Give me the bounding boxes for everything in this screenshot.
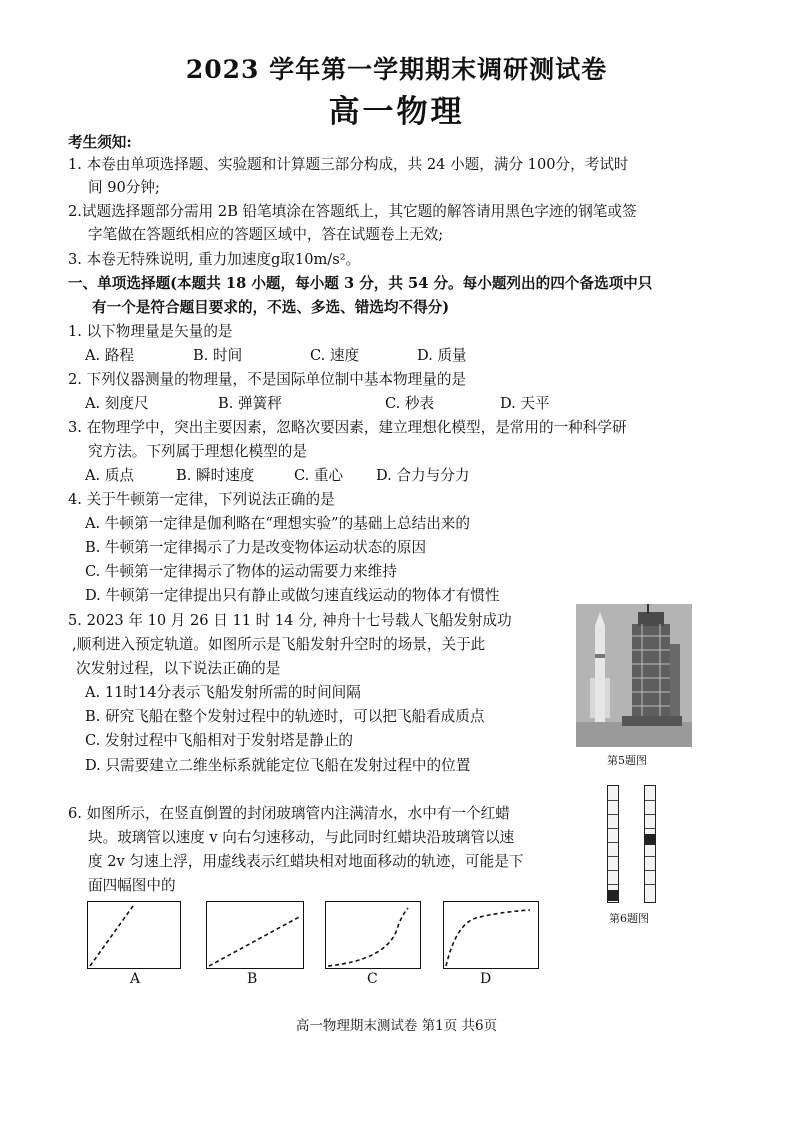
section1-heading-line1: 一、单项选择题(本题共 18 小题，每小题 3 分，共 54 分。每小题列出的四个备选项中只 bbox=[68, 275, 653, 292]
q5-option-a: A. 11时14分表示飞船发射所需的时间间隔 bbox=[85, 684, 361, 701]
q6-label-b: B bbox=[247, 971, 258, 987]
q3-option-a: A. 质点 bbox=[85, 467, 135, 484]
q1-option-a: A. 路程 bbox=[85, 347, 135, 364]
q1-option-d: D. 质量 bbox=[417, 347, 467, 364]
trajectory-c bbox=[328, 908, 408, 966]
q5-stem-line2: ,顺利进入预定轨道。如图所示是飞船发射升空时的场景，关于此 bbox=[72, 636, 486, 653]
q2-stem: 2. 下列仪器测量的物理量，不是国际单位制中基本物理量的是 bbox=[68, 371, 467, 388]
q5-figure-caption: 第5题图 bbox=[607, 754, 647, 767]
q4-option-a: A. 牛顿第一定律是伽利略在“理想实验”的基础上总结出来的 bbox=[85, 515, 470, 532]
notice-item-2-line2: 字笔做在答题纸相应的答题区域中，答在试题卷上无效; bbox=[88, 226, 444, 243]
section1-heading-line2: 有一个是符合题目要求的，不选、多选、错选均不得分) bbox=[92, 299, 450, 316]
q3-option-c: C. 重心 bbox=[294, 467, 344, 484]
q6-figure-a bbox=[87, 901, 181, 969]
q6-stem-line4: 面四幅图中的 bbox=[88, 877, 176, 894]
q6-label-c: C bbox=[367, 971, 378, 987]
trajectory-a bbox=[90, 906, 133, 966]
notice-item-3: 3. 本卷无特殊说明, 重力加速度g取10m/s²。 bbox=[68, 251, 361, 268]
q4-option-b: B. 牛顿第一定律揭示了力是改变物体运动状态的原因 bbox=[85, 539, 427, 556]
q4-option-c: C. 牛顿第一定律揭示了物体的运动需要力来维持 bbox=[85, 563, 397, 580]
q1-stem: 1. 以下物理量是矢量的是 bbox=[68, 323, 233, 340]
q6-stem-line1: 6. 如图所示，在竖直倒置的封闭玻璃管内注满清水，水中有一个红蜡 bbox=[68, 805, 510, 822]
q4-stem: 4. 关于牛顿第一定律，下列说法正确的是 bbox=[68, 491, 335, 508]
q6-stem-line3: 度 2v 匀速上浮，用虚线表示红蜡块相对地面移动的轨迹，可能是下 bbox=[88, 853, 524, 870]
q6-stem-line2: 块。玻璃管以速度 v 向右匀速移动，与此同时红蜡块沿玻璃管以速 bbox=[88, 829, 515, 846]
notice-item-1-line1: 1. 本卷由单项选择题、实验题和计算题三部分构成，共 24 小题，满分 100分，考试时 bbox=[68, 156, 629, 173]
q2-option-a: A. 刻度尺 bbox=[85, 395, 149, 412]
q6-figure-caption: 第6题图 bbox=[609, 912, 649, 925]
q2-option-d: D. 天平 bbox=[500, 395, 550, 412]
glass-tube-right bbox=[644, 785, 656, 903]
q6-figure-c bbox=[325, 901, 421, 969]
exam-title: 2023 学年第一学期期末调研测试卷 bbox=[185, 55, 608, 84]
trajectory-d bbox=[446, 910, 530, 966]
exam-subject: 高一物理 bbox=[328, 94, 465, 130]
q2-option-c: C. 秒表 bbox=[385, 395, 435, 412]
q5-option-b: B. 研究飞船在整个发射过程中的轨迹时，可以把飞船看成质点 bbox=[85, 708, 485, 725]
rocket-launch-photo bbox=[576, 604, 692, 747]
q6-label-a: A bbox=[130, 971, 141, 987]
q3-stem-line1: 3. 在物理学中，突出主要因素，忽略次要因素，建立理想化模型，是常用的一种科学研 bbox=[68, 419, 627, 436]
q5-stem-line3: 次发射过程，以下说法正确的是 bbox=[76, 660, 281, 677]
q6-label-d: D bbox=[480, 971, 492, 987]
wax-block-left bbox=[608, 890, 618, 901]
q5-stem-line1: 5. 2023 年 10 月 26 日 11 时 14 分, 神舟十七号载人飞船发射成功 bbox=[68, 612, 512, 629]
notice-heading: 考生须知: bbox=[68, 134, 132, 151]
q3-option-b: B. 瞬时速度 bbox=[176, 467, 255, 484]
notice-item-2-line1: 2.试题选择题部分需用 2B 铅笔填涂在答题纸上，其它题的解答请用黑色字迹的钢笔或签 bbox=[68, 203, 637, 220]
q2-option-b: B. 弹簧秤 bbox=[218, 395, 282, 412]
wax-block-right bbox=[645, 834, 655, 845]
q3-option-d: D. 合力与分力 bbox=[376, 467, 470, 484]
q1-option-b: B. 时间 bbox=[193, 347, 243, 364]
glass-tube-left bbox=[607, 785, 619, 903]
page-footer: 高一物理期末测试卷 第1页 共6页 bbox=[295, 1018, 498, 1034]
q5-option-c: C. 发射过程中飞船相对于发射塔是静止的 bbox=[85, 732, 354, 749]
q4-option-d: D. 牛顿第一定律提出只有静止或做匀速直线运动的物体才有惯性 bbox=[85, 587, 500, 604]
trajectory-b bbox=[209, 916, 301, 966]
q6-figure-d bbox=[443, 901, 539, 969]
q1-option-c: C. 速度 bbox=[310, 347, 360, 364]
q5-option-d: D. 只需要建立二维坐标系就能定位飞船在发射过程中的位置 bbox=[85, 757, 471, 774]
q3-stem-line2: 究方法。下列属于理想化模型的是 bbox=[88, 443, 307, 460]
notice-item-1-line2: 间 90分钟; bbox=[88, 179, 160, 196]
q6-figure-b bbox=[206, 901, 304, 969]
